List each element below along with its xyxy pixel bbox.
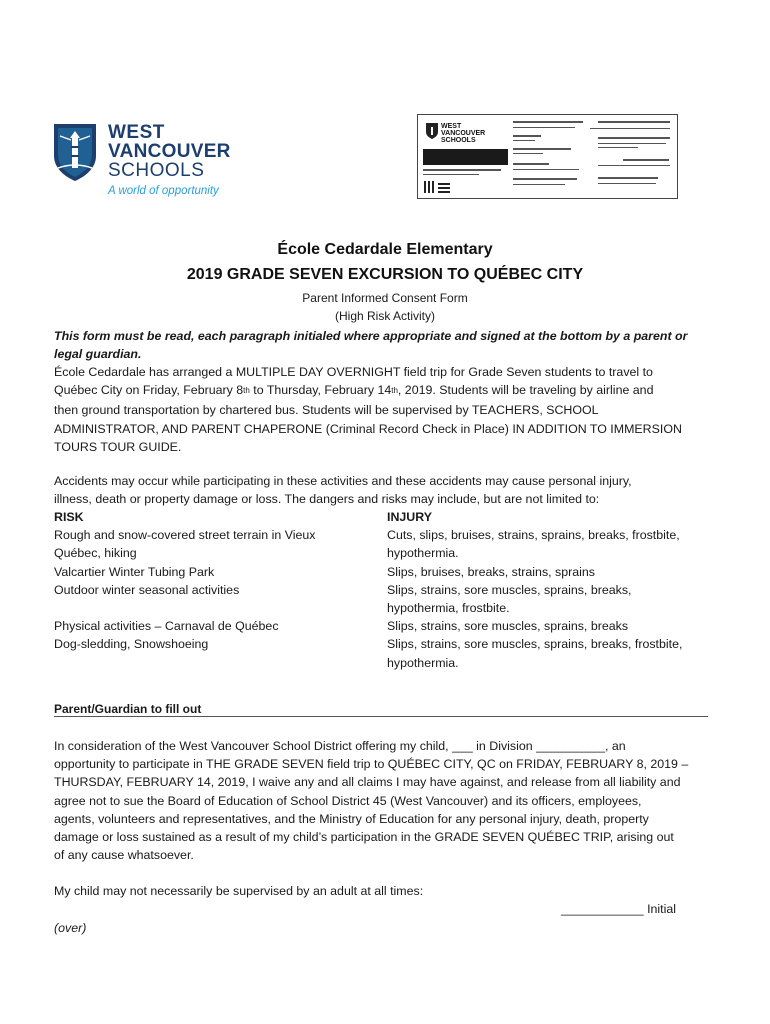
trip-title-heading: 2019 GRADE SEVEN EXCURSION TO QUÉBEC CITY (186, 266, 584, 283)
text-line (513, 184, 565, 185)
text-line (423, 174, 479, 175)
mini-shield-icon (426, 123, 438, 139)
text-line (513, 127, 575, 128)
logo-wordmark (108, 123, 231, 180)
accidents-line: illness, death or property damage or loss. The dangers and risks may include, but are not limited to: (54, 492, 600, 507)
accidents-line: Accidents may occur while participating in these activities and these accidents may cause personal injury, (54, 474, 632, 488)
injury-item: Cuts, slips, bruises, strains, sprains, breaks, frostbite, (387, 528, 680, 543)
text-line (513, 148, 571, 150)
translation-dark-panel (423, 149, 508, 165)
injury-item: Slips, bruises, breaks, strains, sprains (387, 564, 595, 579)
risk-item: Valcartier Winter Tubing Park (54, 564, 215, 579)
form-subtitle: Parent Informed Consent Form (302, 291, 468, 305)
intro-text: Québec City on Friday, February 8 (54, 383, 244, 398)
consent-paragraph (54, 737, 714, 864)
risk-header: RISK (54, 510, 84, 524)
logo-line-1: WEST (108, 122, 165, 143)
shield-lighthouse-icon (52, 122, 98, 182)
text-line (513, 178, 577, 180)
text-line (623, 159, 669, 161)
accidents-paragraph (54, 472, 714, 508)
consent-line: of any cause whatsoever. (54, 848, 194, 863)
consent-line: THURSDAY, FEBRUARY 14, 2019, I waive any and all claims I may have against, and release from all liability and (54, 775, 681, 790)
injury-header: INJURY (387, 510, 432, 524)
consent-line: damage or loss sustained as a result of my child’s participation in the GRADE SEVEN QUÉBEC TRIP, arising out (54, 830, 674, 845)
logo-line-3: SCHOOLS (108, 160, 205, 181)
text-line (598, 143, 666, 144)
intro-text: to Thursday, February 14 (249, 383, 392, 398)
mini-org-line-3: SCHOOLS (441, 137, 476, 144)
consent-line: agents, volunteers and representatives, and the Ministry of Education for any personal injury, death, property (54, 811, 649, 826)
text-line (423, 169, 501, 171)
risk-item: Physical activities – Carnaval de Québec (54, 619, 279, 634)
risk-item: Rough and snow-covered street terrain in Vieux (54, 528, 316, 543)
text-line (598, 137, 670, 139)
instruction-line: This form must be read, each paragraph initialed where appropriate and signed at the bottom by a parent or (54, 329, 688, 343)
over-note: (over) (54, 921, 87, 935)
text-line (513, 153, 543, 154)
injury-item: hypothermia. (387, 655, 459, 670)
district-logo (52, 122, 242, 202)
text-line (590, 128, 670, 129)
intro-line: then ground transportation by chartered bus. Students will be supervised by TEACHERS, SCHOOL (54, 403, 599, 418)
qr-code-icon (438, 181, 450, 193)
risk-item: Québec, hiking (54, 546, 137, 561)
initial-field[interactable]: ____________ Initial (560, 902, 676, 916)
section-divider (54, 716, 708, 717)
school-name-heading: École Cedardale Elementary (277, 241, 493, 258)
text-line (513, 140, 535, 141)
text-line (513, 135, 541, 137)
consent-line: opportunity to participate in THE GRADE SEVEN field trip to QUÉBEC CITY, QC on FRIDAY, FEBRUARY 8, 2019 – (54, 757, 689, 772)
intro-text: , 2019. Students will be traveling by airline and (397, 383, 654, 398)
risk-level-subtitle: (High Risk Activity) (334, 309, 435, 323)
consent-line: agree not to sue the Board of Education of School District 45 (West Vancouver) and its officers, employees, (54, 793, 642, 808)
text-line (513, 169, 579, 170)
text-line (513, 121, 583, 123)
injury-item: hypothermia. (387, 546, 459, 561)
intro-line: École Cedardale has arranged a MULTIPLE DAY OVERNIGHT field trip for Grade Seven students to travel to (54, 365, 653, 379)
instruction-text (54, 327, 714, 363)
mini-org-line-1: WEST (441, 123, 462, 130)
mini-org-name (441, 123, 485, 144)
qr-code-icon (424, 181, 436, 193)
injury-item: Slips, strains, sore muscles, sprains, breaks, frostbite, (387, 637, 683, 652)
ordinal-suffix: th (243, 386, 250, 396)
consent-line: In consideration of the West Vancouver School District offering my child, ___ in Division __________, an (54, 739, 626, 753)
text-line (513, 163, 549, 165)
guardian-section-title: Parent/Guardian to fill out (54, 702, 202, 716)
logo-line-2: VANCOUVER (108, 141, 231, 162)
injury-item: hypothermia, frostbite. (387, 601, 510, 615)
text-line (598, 121, 670, 123)
supervision-note: My child may not necessarily be supervised by an adult at all times: (54, 884, 424, 898)
intro-line: TOURS TOUR GUIDE. (54, 439, 182, 454)
translation-notice-box (417, 114, 678, 199)
risk-item: Outdoor winter seasonal activities (54, 582, 240, 597)
text-line (598, 177, 658, 179)
intro-paragraph (54, 363, 714, 456)
risk-item: Dog-sledding, Snowshoeing (54, 637, 209, 652)
mini-org-line-2: VANCOUVER (441, 130, 486, 137)
ordinal-suffix: th (391, 386, 398, 396)
instruction-line: legal guardian. (54, 347, 142, 362)
intro-line: ADMINISTRATOR, AND PARENT CHAPERONE (Criminal Record Check in Place) IN ADDITION TO IMMERSION (54, 421, 682, 436)
text-line (598, 147, 638, 148)
text-line (598, 165, 670, 166)
text-line (598, 183, 656, 184)
intro-line (54, 381, 714, 401)
injury-item: Slips, strains, sore muscles, sprains, breaks (387, 619, 629, 634)
injury-item: Slips, strains, sore muscles, sprains, breaks, (387, 582, 632, 597)
logo-tagline: A world of opportunity (108, 185, 219, 197)
